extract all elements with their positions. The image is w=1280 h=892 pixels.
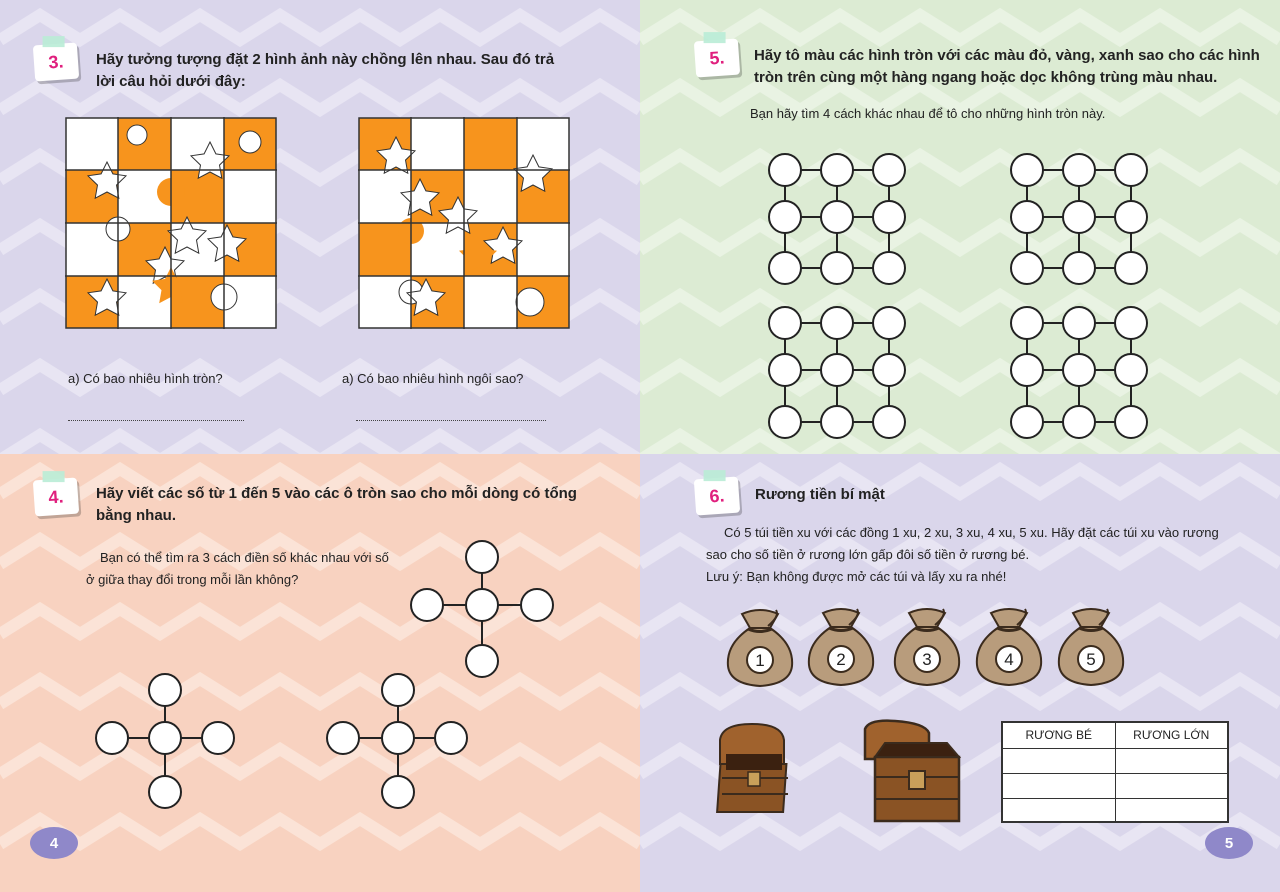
table-cell[interactable] bbox=[1116, 774, 1228, 798]
coin-bags bbox=[640, 454, 1280, 892]
exercise-3-panel bbox=[0, 0, 640, 454]
exercise-3-question-a: a) Có bao nhiêu hình tròn? bbox=[68, 371, 223, 386]
exercise-5-subtitle: Bạn hãy tìm 4 cách khác nhau để tô cho những hình tròn này. bbox=[750, 106, 1106, 121]
table-header-big-chest: RƯƠNG LỚN bbox=[1133, 728, 1210, 742]
bag-5-label: 5 bbox=[1086, 650, 1096, 669]
exercise-3-number: 3. bbox=[47, 51, 65, 73]
exercise-4-body-line1: Bạn có thể tìm ra 3 cách điền số khác nhau với số bbox=[100, 550, 389, 565]
table-header-small-chest: RƯƠNG BÉ bbox=[1003, 723, 1116, 748]
cross-diagrams bbox=[0, 454, 640, 892]
big-chest-icon bbox=[865, 721, 959, 821]
table-row bbox=[1003, 799, 1227, 822]
circle-grids bbox=[640, 0, 1280, 454]
exercise-6-title: Rương tiền bí mật bbox=[755, 486, 885, 503]
page-number-right: 5 bbox=[1205, 827, 1253, 859]
bag-5 bbox=[1059, 609, 1123, 685]
table-cell[interactable] bbox=[1003, 774, 1116, 798]
exercise-6-body-line1: Có 5 túi tiền xu với các đồng 1 xu, 2 xu, 3 xu, 4 xu, 5 xu. Hãy đặt các túi xu vào rương bbox=[724, 525, 1219, 540]
cross-diagram-3 bbox=[327, 674, 467, 808]
table-cell[interactable] bbox=[1116, 749, 1228, 773]
exercise-3-title-line1: Hãy tưởng tượng đặt 2 hình ảnh này chồng lên nhau. Sau đó trả bbox=[96, 51, 555, 68]
answer-table bbox=[1001, 721, 1229, 823]
bag-2-label: 2 bbox=[836, 650, 846, 669]
small-chest-icon bbox=[717, 724, 788, 812]
exercise-6-panel bbox=[640, 454, 1280, 892]
exercise-6-body-line2: sao cho số tiền ở rương lớn gấp đôi số tiền ở rương bé. bbox=[706, 547, 1030, 562]
exercise-5-number: 5. bbox=[708, 47, 726, 69]
exercise-4-body-line2: ở giữa thay đổi trong mỗi lần không? bbox=[86, 572, 299, 587]
table-row bbox=[1003, 774, 1227, 799]
table-cell[interactable] bbox=[1003, 749, 1116, 773]
bag-4 bbox=[977, 609, 1041, 685]
circle-grid-4 bbox=[1011, 307, 1147, 438]
exercise-3-title bbox=[96, 49, 616, 93]
exercise-6-note: Lưu ý: Bạn không được mở các túi và lấy xu ra nhé! bbox=[706, 569, 1007, 584]
puzzle-grid-right bbox=[358, 117, 570, 329]
exercise-5-title-line2: tròn trên cùng một hàng ngang hoặc dọc không trùng màu nhau. bbox=[754, 69, 1218, 86]
bag-3-label: 3 bbox=[922, 650, 932, 669]
page-number-left: 4 bbox=[30, 827, 78, 859]
cross-diagram-2 bbox=[96, 674, 234, 808]
circle-grid-3 bbox=[769, 307, 905, 438]
bag-1-label: 1 bbox=[755, 651, 765, 670]
answer-line-a[interactable] bbox=[68, 419, 244, 421]
bag-4-label: 4 bbox=[1004, 650, 1014, 669]
exercise-5-panel bbox=[640, 0, 1280, 454]
puzzle-grid-left bbox=[65, 117, 277, 329]
exercise-4-title-line2: bằng nhau. bbox=[96, 507, 176, 524]
answer-line-b[interactable] bbox=[356, 419, 546, 421]
exercise-3-title-line2: lời câu hỏi dưới đây: bbox=[96, 73, 246, 90]
table-cell[interactable] bbox=[1116, 799, 1228, 822]
table-cell[interactable] bbox=[1003, 799, 1116, 822]
bag-3 bbox=[895, 609, 959, 685]
circle-grid-1 bbox=[769, 154, 905, 284]
table-row bbox=[1003, 749, 1227, 774]
exercise-4-title-line1: Hãy viết các số từ 1 đến 5 vào các ô tròn sao cho mỗi dòng có tổng bbox=[96, 485, 577, 502]
bag-2 bbox=[809, 609, 873, 685]
exercise-6-number: 6. bbox=[708, 485, 726, 507]
exercise-5-title-line1: Hãy tô màu các hình tròn với các màu đỏ, vàng, xanh sao cho các hình bbox=[754, 47, 1260, 64]
exercise-4-panel bbox=[0, 454, 640, 892]
tape-decoration bbox=[43, 36, 65, 47]
cross-diagram-1 bbox=[411, 541, 553, 677]
exercise-3-badge bbox=[33, 43, 79, 82]
bag-1 bbox=[728, 610, 792, 686]
exercise-3-question-b: a) Có bao nhiêu hình ngôi sao? bbox=[342, 371, 524, 386]
circle-grid-2 bbox=[1011, 154, 1147, 284]
exercise-4-number: 4. bbox=[47, 486, 65, 508]
